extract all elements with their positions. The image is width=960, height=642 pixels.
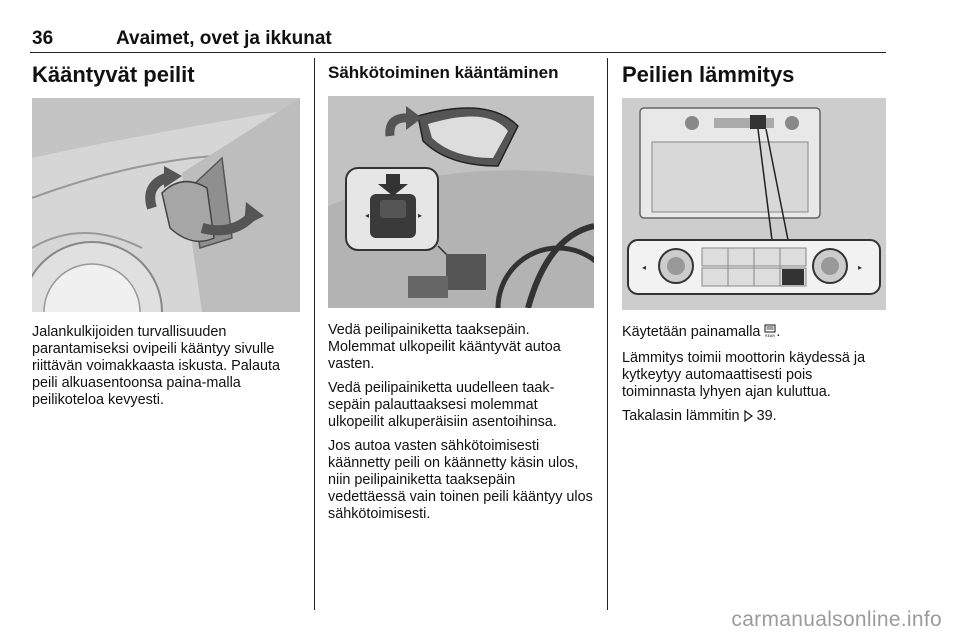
paragraph: [622, 408, 886, 427]
chapter-title: Avaimet, ovet ja ikkunat: [116, 28, 332, 49]
section-title: Peilien lämmitys: [622, 62, 795, 87]
paragraph-text: Takalasin lämmitin: [622, 408, 740, 424]
rear-heat-icon-label: REAR: [765, 334, 776, 338]
page-reference[interactable]: 39.: [756, 408, 777, 424]
svg-text:◂: ◂: [365, 211, 370, 220]
paragraph: Vedä peilipainiketta taaksepäin. Molemmat ulkopeilit kääntyvät autoa vasten.: [328, 322, 561, 372]
section-folding-mirrors: [32, 58, 300, 418]
mirror-fold-illustration: [32, 98, 300, 312]
figure-mirror-switch: [328, 96, 594, 308]
paragraph-text: Käytetään painamalla: [622, 324, 761, 340]
rear-heat-icon: [764, 324, 776, 343]
climate-panel-illustration: [622, 98, 886, 310]
paragraph: [622, 324, 886, 343]
section-body: [328, 322, 594, 530]
svg-text:◂: ◂: [642, 263, 647, 272]
paragraph: Jos autoa vasten sähkötoimisesti käännetty peili on käännetty käsin ulos, niin peilipainiketta taaksepäin vedettäessä vain toinen peili kääntyy ulos sähkötoimisesti.: [328, 438, 593, 522]
section-title: Kääntyvät peilit: [32, 62, 195, 87]
section-title: Sähkötoiminen kääntäminen: [328, 63, 559, 82]
paragraph: Jalankulkijoiden turvallisuuden parantamiseksi ovipeili kääntyy sivulle riittävän voimakkaasta iskusta. Palauta peili alkuasentoonsa paina-malla peilikoteloa kevyesti.: [32, 324, 280, 408]
column-divider: [607, 58, 608, 610]
section-body: [622, 324, 886, 434]
watermark: carmanualsonline.info: [731, 608, 942, 631]
figure-climate-panel: [622, 98, 886, 310]
svg-text:▸: ▸: [418, 211, 423, 220]
column-divider: [314, 58, 315, 610]
page-reference-arrow-icon: [744, 410, 753, 427]
section-body: [32, 324, 300, 416]
section-mirror-heating: [622, 58, 886, 438]
svg-text:▸: ▸: [858, 263, 863, 272]
page-number: 36: [32, 28, 54, 49]
figure-folding-mirror: [32, 98, 300, 312]
section-electric-folding: [328, 58, 594, 548]
paragraph-text: .: [776, 324, 781, 340]
paragraph: Lämmitys toimii moottorin käydessä ja kytkeytyy automaattisesti pois toiminnasta lyhyen ajan kuluttua.: [622, 350, 866, 400]
paragraph: Vedä peilipainiketta uudelleen taak-sepäin palauttaaksesi molemmat ulkopeilit alkuperäisiin asentoihinsa.: [328, 380, 557, 430]
mirror-switch-illustration: [328, 96, 594, 308]
page-header: [30, 28, 886, 53]
